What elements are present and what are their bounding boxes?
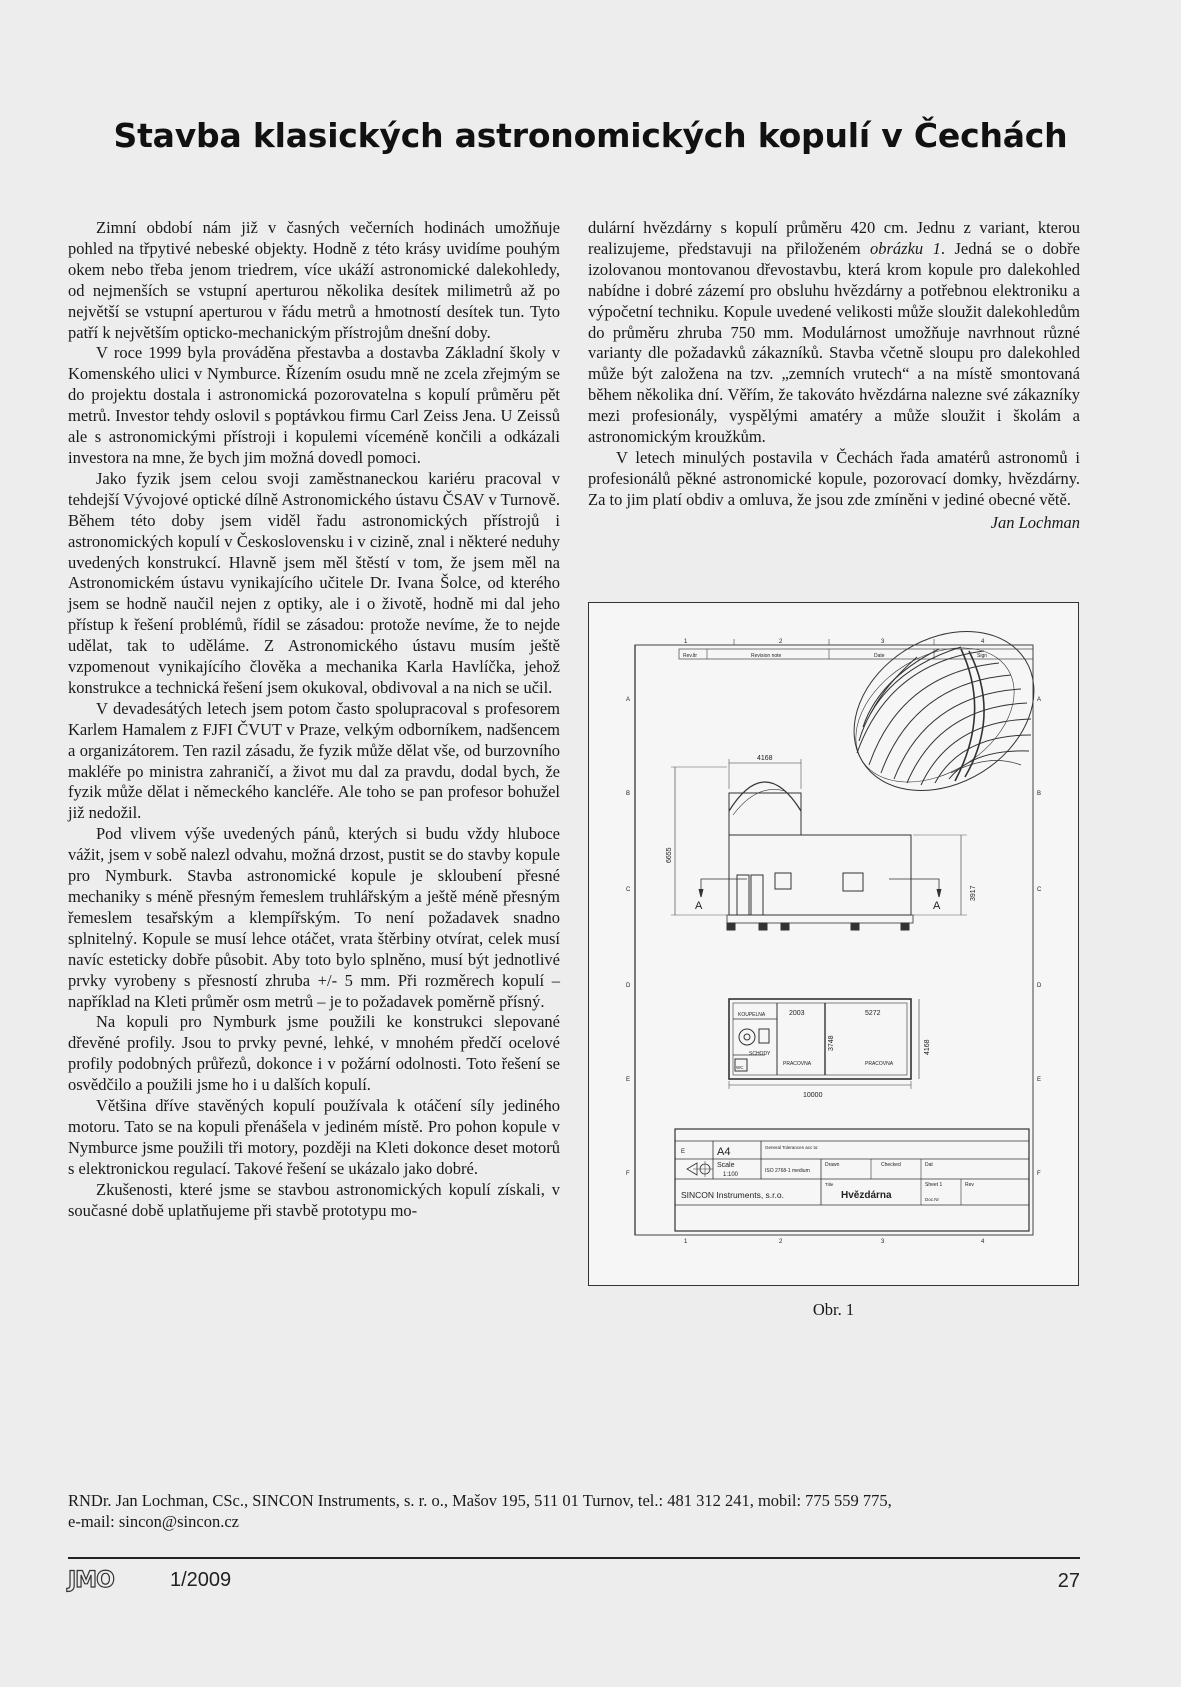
column-number: 2	[779, 1239, 783, 1245]
paragraph: Jako fyzik jsem celou svoji zaměstnaneckou kariéru pracoval v tehdejší Vývojové optické dílně Astronomického ústavu ČSAV v Turnově. Během této doby jsem viděl řadu astronomických přístrojů i astronomických kopulí v Československu i v cizině, znal i některé neduhy uvedených konstrukcí. Hlavně jsem měl štěstí v tom, že jsem měl na Astronomickém ústavu vynikajícího učitele Dr. Ivana Šolce, od kterého jsem se hodně naučil nejen z optiky, ale i o životě, hodně mi dal jeho přístup k řešení problémů, řídil se zásadou: protože nevíme, že to nejde udělat, tak to uděláme. Z Astronomického ústavu musím ještě vzpomenout vynikajícího člověka a mechanika Karla Havlíčka, jehož konstrukce a technická řešení jsem okukoval, obdivoval a na nich se učil.	[68, 468, 560, 697]
figure-reference: obrázku 1	[870, 238, 941, 258]
text-run: . Jedná se o dobře izolovanou montovanou dřevostavbu, která krom kopule pro dalekohled nabídne i dobré zázemí pro obsluhu hvězdárny a potřebnou elektroniku a výpočetní techniku. Kopule uvedené velikosti může sloužit dalekohledům do průměru zhruba 750 mm. Modulárnost umožňuje navrhnout různé varianty dle požadavků zákazníků. Stavba včetně sloupu pro dalekohled může být založena na tzv. „zemních vrutech“ a na místě smontovaná během několika dní. Věřím, že takováto hvězdárna nalezne své zákazníky mezi profesionály, vyspělými amatéry a může sloužit i školám a astronomickým kroužkům.	[588, 238, 1080, 447]
title-block-cell: Scale	[717, 1162, 735, 1169]
footnote-line: RNDr. Jan Lochman, CSc., SINCON Instruments, s. r. o., Mašov 195, 511 01 Turnov, tel.: 481 312 241, mobil: 775 559 775,	[68, 1491, 892, 1510]
row-letter: F	[626, 1171, 630, 1177]
column-number: 3	[881, 639, 885, 645]
paragraph: Zimní období nám již v časných večerních hodinách umožňuje pohled na třpytivé nebeské objekty. Hodně z této krásy uvidíme pouhým okem nebo třeba jenom triedrem, více ukáží astronomické dalekohledy, od nejmenších se vstupní aperturou několika desítek milimetrů až po největší se vstupní aperturou v řádu metrů a hmotností desítek tun. Tyto patří k největším opticko-mechanickým přístrojům dnešní doby.	[68, 218, 560, 342]
row-letter: C	[626, 887, 631, 893]
paragraph: V devadesátých letech jsem potom často spolupracoval s profesorem Karlem Hamalem z FJFI ČVUT v Praze, velkým odborníkem, nadšencem a organizátorem. Ten razil zásadu, že fyzik může dělat vše, od burzovního makléře po ministra zahraničí, a život mu dal za pravdu, dodal bych, že fyzik může dělat i německého kancléře. Ale toho se pan profesor bohužel již nedožil.	[68, 698, 560, 823]
row-letter: A	[626, 697, 631, 703]
paragraph	[588, 218, 1080, 448]
row-letter: F	[1037, 1171, 1041, 1177]
title-block-cell: Checked	[881, 1162, 901, 1168]
dimension-label: 4168	[924, 1039, 931, 1055]
room-label: KOUPELNA	[738, 1012, 766, 1018]
row-letter: B	[626, 791, 631, 797]
dimension-label: 5272	[865, 1010, 881, 1017]
technical-drawing-figure	[588, 602, 1079, 1286]
dimension-label: 3917	[970, 885, 977, 901]
figure-caption: Obr. 1	[812, 1300, 855, 1319]
column-number: 4	[981, 639, 985, 645]
title-block-cell: Doc.Nr	[925, 1197, 940, 1202]
title-block-format: A4	[717, 1146, 731, 1158]
title-block-cell: 1:100	[723, 1172, 739, 1178]
revision-header-cell: Revision note	[751, 653, 782, 659]
paragraph: Většina dříve stavěných kopulí používala k otáčení síly jediného motoru. Tato se na kopuli přenášela v jediném místě. Pro pohon kopule v Nymburce jsme použili tři motory, později na Kleti dokonce deset motorů s elektronickou regulací. Takové řešení se ukázalo jako dobré.	[68, 1096, 560, 1178]
revision-table	[679, 649, 1033, 659]
column-number: 3	[881, 1239, 885, 1245]
revision-header-cell: Date	[874, 653, 885, 659]
title-block-company: SINCON Instruments, s.r.o.	[681, 1190, 784, 1200]
room-label: SCHODY	[749, 1051, 771, 1057]
footer-rule	[68, 1557, 1080, 1559]
text-run: dulární hvězdárny s kopulí průměru 420 cm. Jednu z variant, kterou realizujeme, představuji na přiloženém	[588, 218, 1080, 258]
title-block-cell: General Tolerances acc to:	[765, 1145, 819, 1150]
column-number: 4	[981, 1239, 985, 1245]
row-letter: E	[626, 1077, 631, 1083]
revision-header-cell: Sign	[977, 653, 988, 659]
paragraph: Zkušenosti, které jsme se stavbou astronomických kopulí získali, v současné době uplatňujeme při stavbě prototypu mo-	[68, 1179, 560, 1220]
left-column	[68, 218, 560, 1222]
footnote-line: e-mail: sincon@sincon.cz	[68, 1512, 239, 1531]
title-block-cell: Rev	[965, 1182, 974, 1188]
paragraph: Pod vlivem výše uvedených pánů, kterých si budu vždy hluboce vážit, jsem v sobě nalezl odvahu, možná drzost, pustit se do stavby kopule pro Nymburk. Stavba astronomické kopule je skloubení přesné mechaniky s méně přesným řemeslem truhlářským a ještě méně přesným řemeslem tesařským a klempířským. To není požadavek snadno splnitelný. Kopule se musí lehce otáčet, vrata štěrbiny otvírat, celek musí navíc esteticky dobře působit. Aby toto bylo splněno, musí být jednotlivé prvky vyrobeny s přesností zhruba +/- 5 mm. Při rozměrech kopulí – například na Kleti průměr osm metrů – je to požadavek poměrně přísný.	[68, 824, 560, 1011]
title-block	[675, 1129, 1029, 1231]
dimension-label: 2003	[789, 1010, 805, 1017]
revision-header-cell: Rev.ltr	[683, 653, 698, 659]
room-label: PRACOVNA	[865, 1061, 894, 1067]
column-number: 1	[684, 1239, 688, 1245]
drawing-svg	[589, 603, 1078, 1284]
section-mark: A	[933, 900, 941, 912]
page-number: 27	[1057, 1570, 1080, 1592]
paragraph: V roce 1999 byla prováděna přestavba a dostavba Základní školy v Komenského ulici v Nymburce. Řízením osudu mně ne zcela zřejmým se do projektu dostala i astronomická pozorovatelna s kopulí průměru pět metrů. Investor tehdy oslovil s poptávkou firmu Carl Zeiss Jena. U Zeissů ale s astronomickými přístroji i kopulemi víceméně končili a odkázali investora na mne, že bych jim možná dovedl pomoci.	[68, 343, 560, 467]
right-column	[588, 218, 1080, 534]
row-letter: E	[1037, 1077, 1042, 1083]
issue-number: 1/2009	[170, 1569, 232, 1591]
drawing-border	[635, 645, 1033, 1235]
row-letter: D	[1037, 983, 1042, 989]
dimension-label: 4168	[757, 755, 773, 762]
title-block-cell: Dat	[925, 1162, 933, 1168]
title-block-title: Hvězdárna	[841, 1190, 892, 1201]
paragraph: Na kopuli pro Nymburk jsme použili ke konstrukci slepované dřevěné profily. Jsou to prvky pevné, lehké, v mnohém předčí ocelové profily podobných průřezů, dokonce i v požární odolnosti. Toto řešení se osvědčilo a použili jsme ho i u dalších kopulí.	[68, 1012, 560, 1095]
building-elevation-drawing	[671, 759, 967, 930]
column-number: 2	[779, 639, 783, 645]
title-block-cell: Sheet 1	[925, 1182, 943, 1188]
journal-logo: JMO	[68, 1568, 114, 1593]
column-number: 1	[684, 639, 688, 645]
article-title: Stavba klasických astronomických kopulí v Čechách	[113, 116, 1068, 155]
title-block-cell: Title	[825, 1182, 834, 1187]
room-label: PRACOVNA	[783, 1061, 812, 1067]
row-letter: C	[1037, 887, 1042, 893]
dome-isometric-drawing	[824, 603, 1063, 823]
dimension-label: 10000	[803, 1092, 823, 1099]
room-label: WC	[736, 1065, 744, 1070]
title-block-cell: E	[681, 1149, 686, 1155]
title-block-cell: Drawn	[825, 1162, 840, 1168]
dimension-label: 6655	[666, 847, 673, 863]
author-footnote	[68, 1490, 1088, 1532]
dimension-label: 3748	[828, 1035, 835, 1051]
row-letter: A	[1037, 697, 1042, 703]
section-mark: A	[695, 900, 703, 912]
row-letter: D	[626, 983, 631, 989]
paragraph: V letech minulých postavila v Čechách řada amatérů astronomů i profesionálů pěkné astronomické kopule, pozorovací domky, hvězdárny. Za to jim platí obdiv a omluva, že jsou zde zmíněni v jediné obecné větě.	[588, 447, 1080, 509]
title-block-cell: ISO 2768-1 medium	[765, 1168, 810, 1174]
row-letter: B	[1037, 791, 1042, 797]
author-signature: Jan Lochman	[990, 512, 1080, 532]
